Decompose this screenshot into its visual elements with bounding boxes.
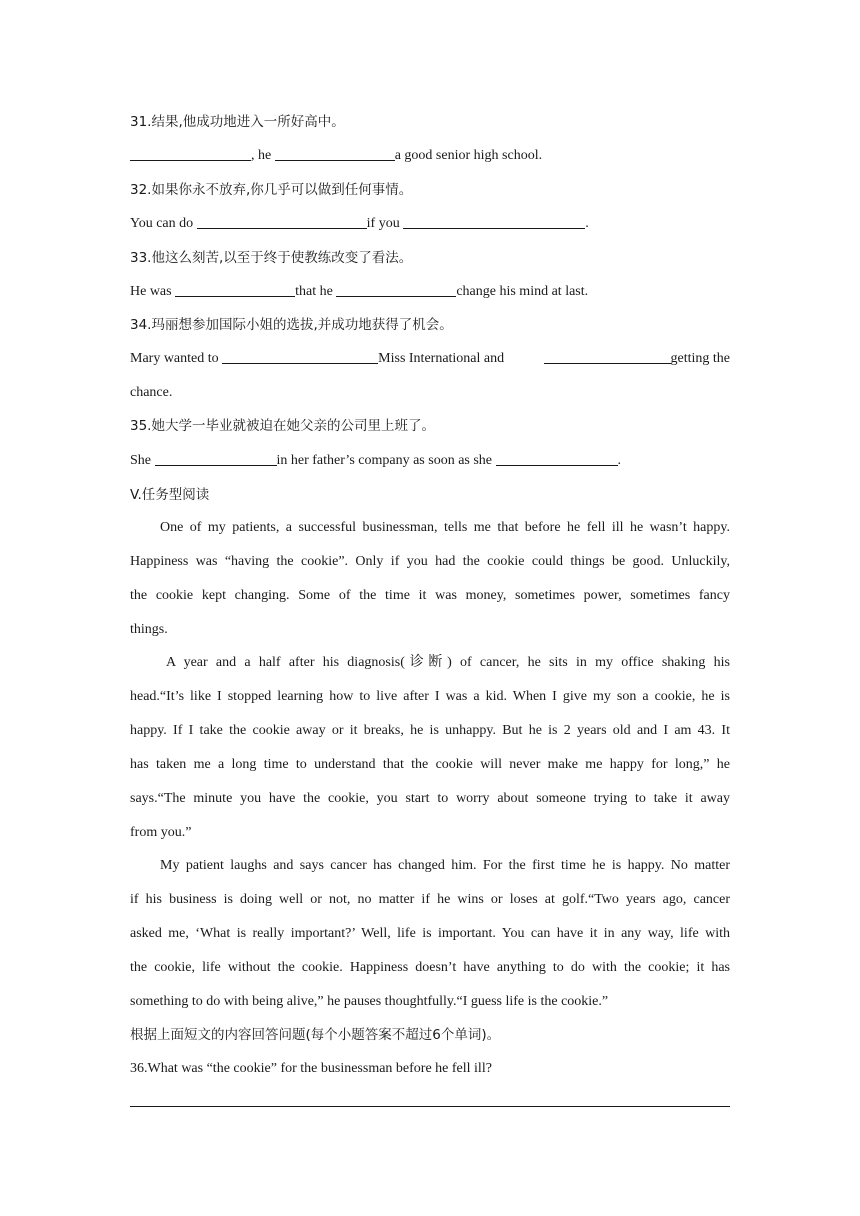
sentence-text: that he: [295, 284, 333, 299]
answer-blank[interactable]: [403, 214, 585, 229]
answer-blank[interactable]: [197, 214, 367, 229]
question-34-chinese: 34.玛丽想参加国际小姐的选拔,并成功地获得了机会。: [130, 317, 453, 333]
answer-blank[interactable]: [275, 146, 395, 161]
passage-line: something to do with being alive,” he pauses thoughtfully.“I guess life is the cookie.”: [130, 994, 609, 1009]
sentence-text: , he: [251, 148, 272, 163]
answer-blank[interactable]: [155, 451, 277, 466]
question-33-english: [130, 282, 730, 302]
answer-blank[interactable]: [175, 282, 295, 297]
passage-line: Happiness was “having the cookie”. Only if you had the cookie could things be good. Unluckily,: [130, 554, 730, 569]
passage-line: says.“The minute you have the cookie, you start to worry about someone trying to take it away: [130, 791, 730, 806]
sentence-text: She: [130, 453, 151, 468]
passage-line: asked me, ‘What is really important?’ Well, life is important. You can have it in any way, life with: [130, 926, 730, 941]
sentence-text: Miss International and: [378, 351, 505, 366]
sentence-text: if you: [366, 216, 400, 231]
passage-line: the cookie kept changing. Some of the time it was money, sometimes power, sometimes fancy: [130, 588, 730, 603]
question-33-chinese: 33.他这么刻苦,以至于终于使教练改变了看法。: [130, 250, 413, 266]
question-32-english: [130, 214, 730, 234]
passage-line: happy. If I take the cookie away or it breaks, he is unhappy. But he is 2 years old and I am 43. It: [130, 723, 730, 738]
passage-line: A year and a half after his diagnosis(诊断) of cancer, he sits in my office shaking his: [166, 655, 730, 670]
answer-blank[interactable]: [496, 451, 618, 466]
passage-line: has taken me a long time to understand that the cookie will never make me happy for long,” he: [130, 757, 730, 772]
sentence-text: .: [617, 453, 622, 468]
sentence-text: Mary wanted to: [130, 351, 219, 366]
question-35-chinese: 35.她大学一毕业就被迫在她父亲的公司里上班了。: [130, 418, 435, 434]
sentence-text: change his mind at last.: [456, 284, 589, 299]
answer-blank[interactable]: [336, 282, 456, 297]
question-34-english-line2: chance.: [130, 385, 173, 400]
sentence-text: You can do: [130, 216, 194, 231]
sentence-text: in her father’s company as soon as she: [276, 453, 493, 468]
question-36: 36.What was “the cookie” for the businessman before he fell ill?: [130, 1061, 492, 1076]
passage-line: head.“It’s like I stopped learning how to live after I was a kid. When I give my son a cookie, he is: [130, 689, 730, 704]
passage-line: if his business is doing well or not, no matter if he wins or loses at golf.“Two years ago, cancer: [130, 892, 730, 907]
section-title: V.任务型阅读: [130, 487, 210, 503]
passage-line: the cookie, life without the cookie. Happiness doesn’t have anything to do with the cookie; it has: [130, 960, 730, 975]
question-32-chinese: 32.如果你永不放弃,你几乎可以做到任何事情。: [130, 182, 413, 198]
passage-line: from you.”: [130, 825, 192, 840]
sentence-text: .: [585, 216, 589, 231]
answer-blank[interactable]: [222, 349, 378, 364]
sentence-text: He was: [130, 284, 172, 299]
answer-blank[interactable]: [130, 146, 251, 161]
question-35-english: [130, 451, 730, 471]
instructions: 根据上面短文的内容回答问题(每个小题答案不超过6个单词)。: [130, 1027, 501, 1043]
passage-line: things.: [130, 622, 168, 637]
answer-line[interactable]: [130, 1106, 730, 1107]
question-34-english: [130, 349, 730, 369]
question-31-chinese: 31.结果,他成功地进入一所好高中。: [130, 114, 345, 130]
answer-blank[interactable]: [544, 349, 671, 364]
question-31-english: [130, 146, 730, 166]
passage-line: My patient laughs and says cancer has changed him. For the first time he is happy. No matter: [160, 858, 730, 873]
sentence-text: getting the: [670, 351, 730, 366]
sentence-text: a good senior high school.: [394, 148, 543, 163]
passage-line: One of my patients, a successful businessman, tells me that before he fell ill he wasn’t happy.: [160, 520, 730, 535]
